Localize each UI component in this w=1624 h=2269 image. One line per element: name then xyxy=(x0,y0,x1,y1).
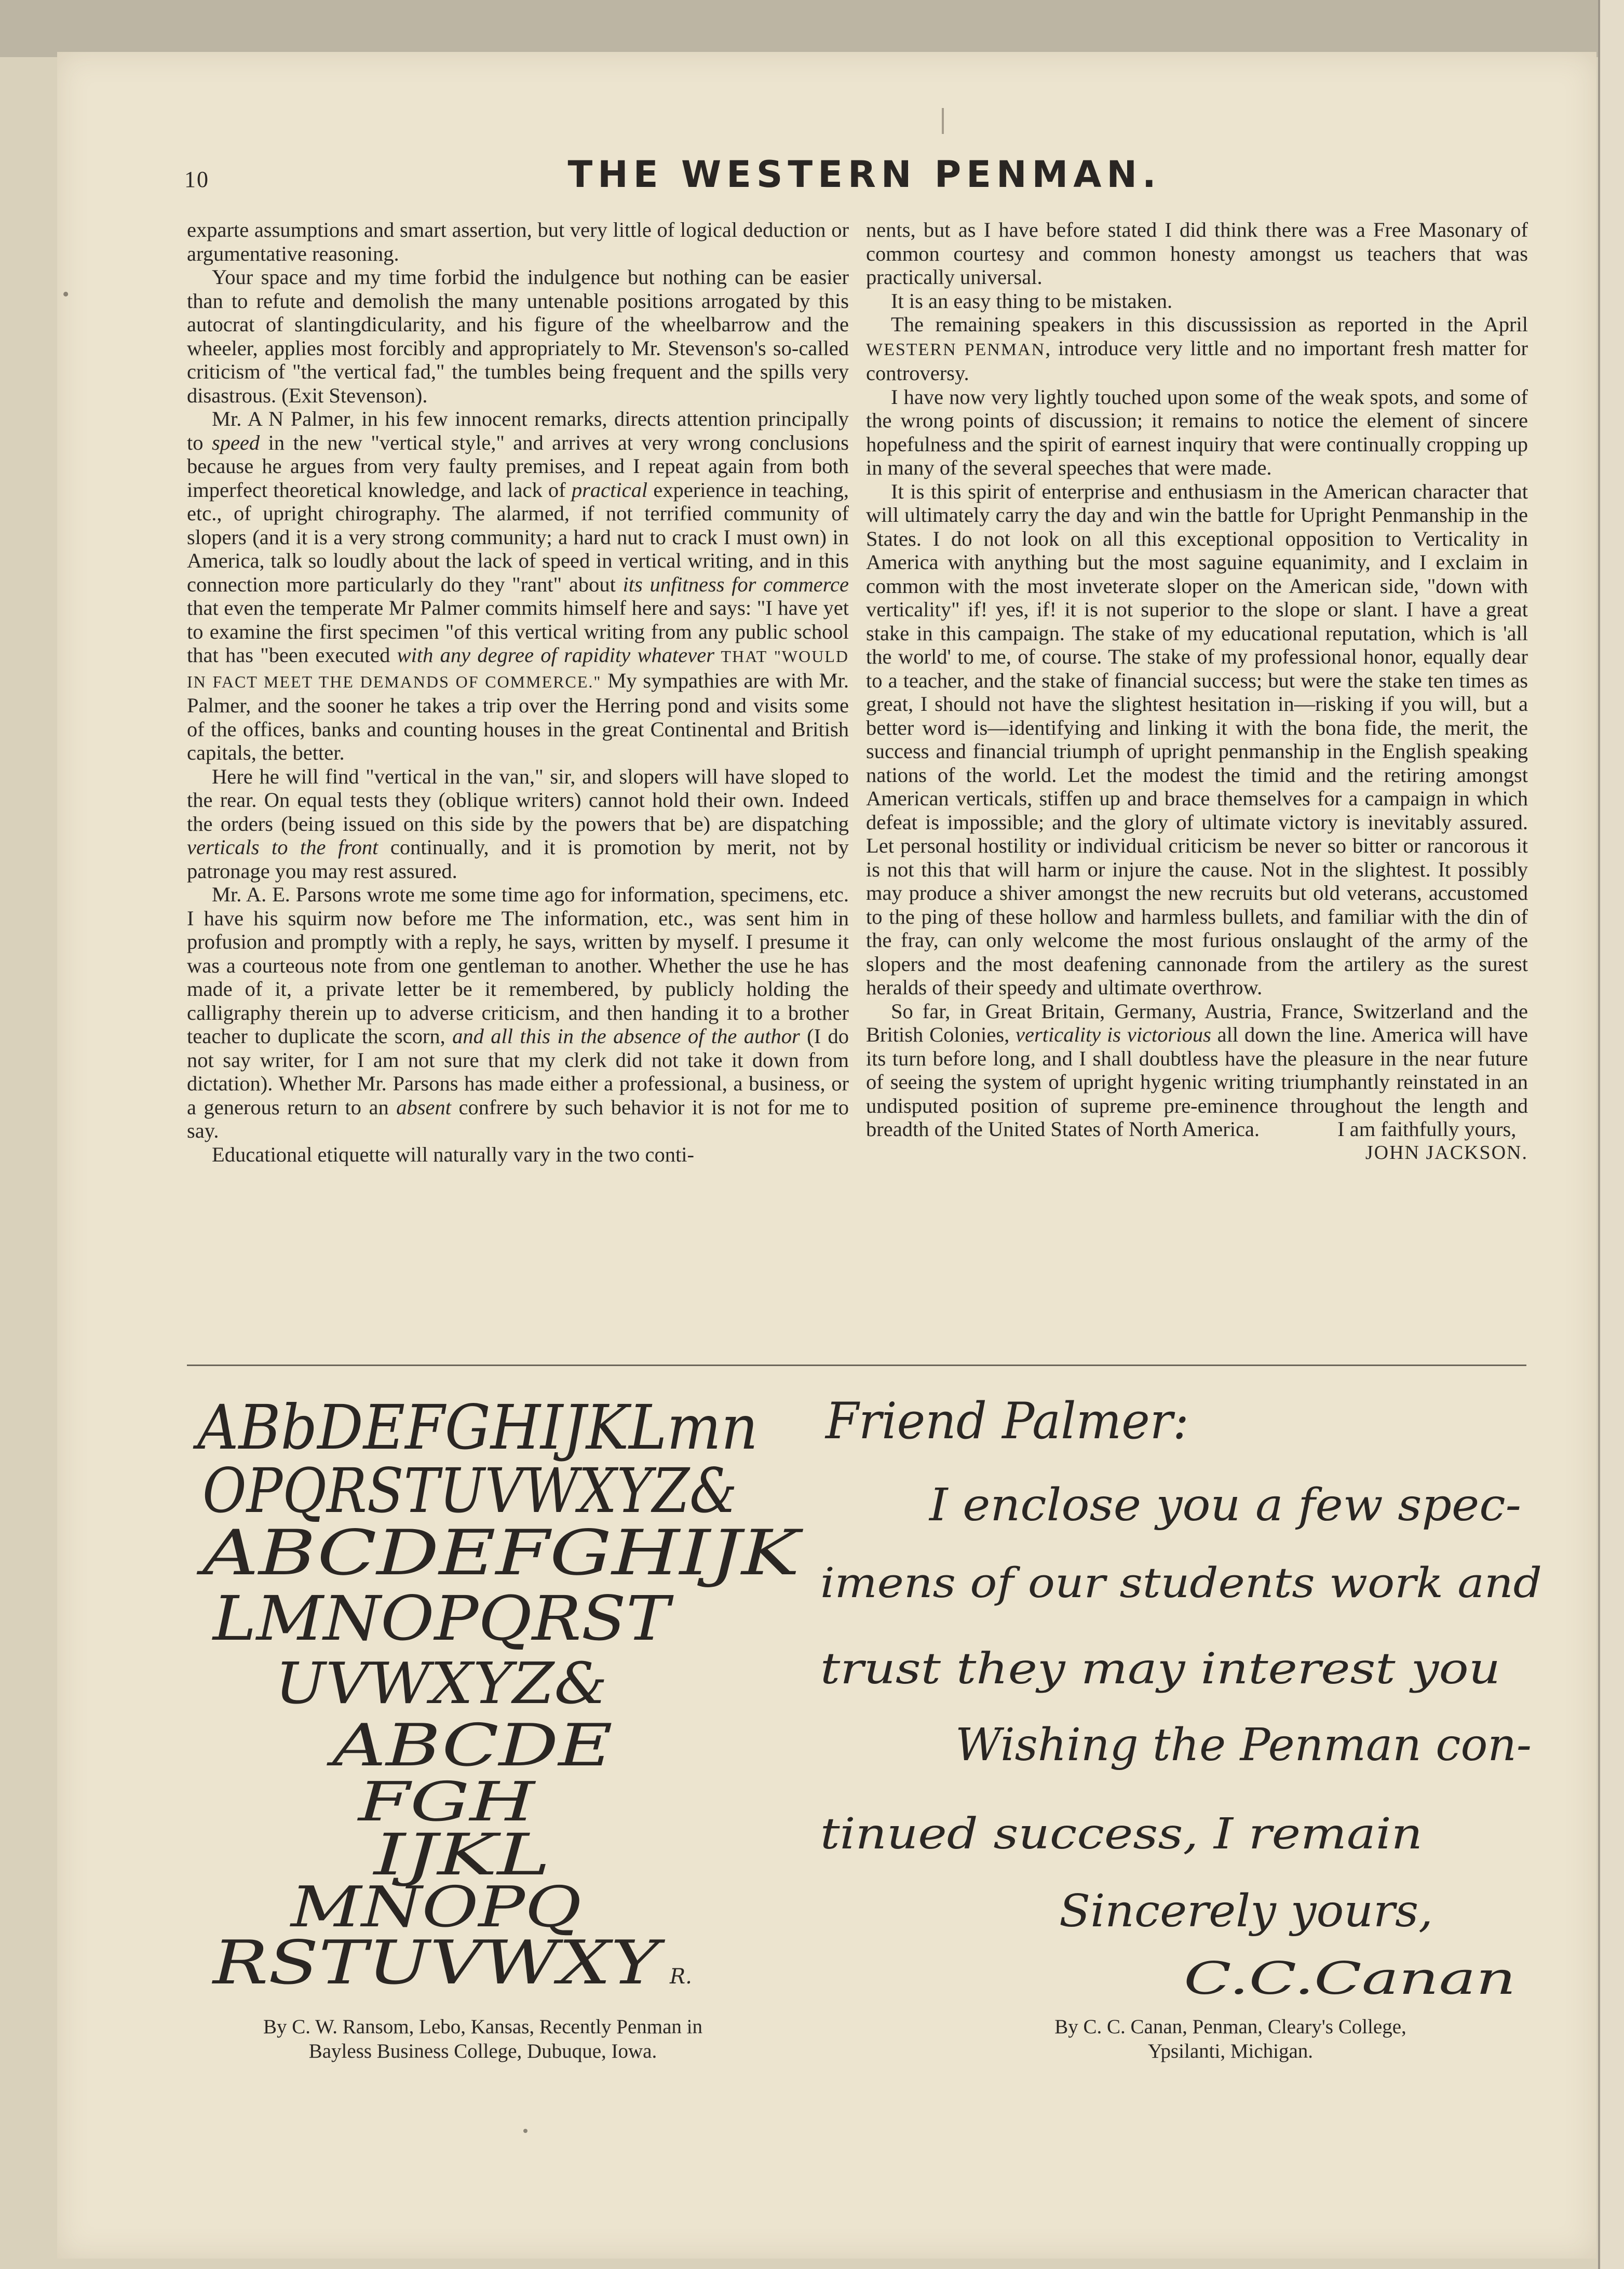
page-mark xyxy=(942,108,944,134)
specimen-row: FGH xyxy=(357,1770,537,1833)
specimen-row: OPQRSTUVWXYZ& xyxy=(202,1455,737,1527)
italic-text: practical xyxy=(571,478,648,502)
text-run: that even the temperate Mr Palmer commits himself here and says: "I have yet to examine the first specimen "of this vertical writing from any public school that has "been executed xyxy=(187,596,849,667)
right-column xyxy=(866,218,1528,1165)
italic-text: its unfitness for commerce xyxy=(622,572,849,596)
letter-line: trust they may interest you xyxy=(820,1644,1500,1694)
ink-spot: • xyxy=(62,283,70,305)
caption-line: By C. C. Canan, Penman, Cleary's College, xyxy=(1054,2016,1406,2038)
text-run: continually, and it is promotion by merit, not by patronage you may rest assured. xyxy=(187,835,849,883)
small-caps-text: THAT "WOULD IN FACT MEET THE DEMANDS OF COMMERCE." xyxy=(187,647,849,691)
specimen-row: ABCDE xyxy=(326,1712,613,1779)
specimen-row: UVWXYZ& xyxy=(275,1650,607,1717)
paragraph: Educational etiquette will naturally vary in the two conti- xyxy=(212,1142,694,1166)
text-run: in the new "vertical style," and arrives at very wrong conclusions because he argues from very faulty premises, and I repeat again from both imperfect theoretical knowledge, and lack of xyxy=(187,430,849,502)
author-signature: JOHN JACKSON. xyxy=(1365,1141,1528,1164)
paragraph xyxy=(187,883,849,1143)
scan-top-edge xyxy=(0,0,1624,57)
italic-text: with any degree of rapidity whatever xyxy=(397,643,714,667)
paragraph xyxy=(187,765,849,883)
italic-text: and all this in the absence of the author xyxy=(452,1024,800,1048)
text-run: My sympathies are with Mr. Palmer, and the sooner he takes a trip over the Herring pond and visits some of the offices, banks and counting houses in the great Continental and British capitals, the better. xyxy=(187,668,849,764)
page-number: 10 xyxy=(184,167,209,192)
specimen-row: LMNOPQRST xyxy=(211,1583,674,1654)
text-run: all down the line. America will have its turn before long, and I shall doubtless have the pleasure in the near future of seeing the system of upright hygenic writing triumphantly reinstated in an undisputed position of supreme pre-eminence throughout the length and breadth of the United States of North America. xyxy=(866,1023,1528,1141)
text-run: So far, in Great Britain, Germany, Austria, France, Switzerland and the British Colonies, xyxy=(866,999,1528,1046)
text-run: (I do not say writer, for I am not sure that my clerk did not take it down from dictation). Whether Mr. Parsons has made either a professional, a business, or a generous return to an xyxy=(187,1024,849,1119)
letter-line: Wishing the Penman con- xyxy=(955,1719,1532,1771)
letter-line: imens of our students work and xyxy=(820,1559,1542,1607)
text-run: experience in teaching, etc., of upright chirography. The alarmed, if not terrified community of slopers (and it is a very strong community; a hard nut to crack I must own) in America, talk so loudly about the lack of speed in vertical writing, and in this connection more particularly do they "rant" about xyxy=(187,478,849,596)
text-run: Here he will find "vertical in the van," sir, and slopers will have sloped to the rear. On equal tests they (oblique writers) cannot hold their own. Indeed the orders (being issued on this side by the powers that be) are dispatching xyxy=(187,764,849,835)
paragraph xyxy=(187,407,849,765)
text-run: Mr. A N Palmer, in his few innocent remarks, directs attention principally to xyxy=(187,407,849,454)
specimen-row: ABbDEFGHIJKLmn xyxy=(193,1392,758,1463)
caption-line: By C. W. Ransom, Lebo, Kansas, Recently Penman in xyxy=(263,2016,702,2038)
letter-line: Sincerely yours, xyxy=(1059,1885,1433,1937)
caption-line: Ypsilanti, Michigan. xyxy=(1147,2040,1314,2062)
handwritten-letter-specimen xyxy=(810,1376,1547,2015)
text-run: confrere by such behavior it is not for me to say. xyxy=(187,1095,849,1142)
letter-line: Friend Palmer: xyxy=(824,1392,1189,1450)
letter-line: I enclose you a few spec- xyxy=(928,1479,1521,1531)
paragraph: exparte assumptions and smart assertion, but very little of logical deduction or argumentative reasoning. xyxy=(187,218,849,265)
text-run: Mr. A. E. Parsons wrote me some time ago for information, specimens, etc. I have his squirm now before me The information, etc., was sent him in profusion and promptly with a reply, he says, written by myself. I presume it was a courteous note from one gentleman to another. Whether the use he has made of it, a private letter be it remembered, by publicly holding the calligraphy therein up to adverse criticism, and then handing it to a brother teacher to duplicate the scorn, xyxy=(187,883,849,1048)
italic-text: speed xyxy=(211,430,260,454)
text-run: The remaining speakers in this discussission as reported in the April xyxy=(891,313,1528,336)
paragraph: I have now very lightly touched upon some of the weak spots, and some of the wrong points of discussion; it remains to notice the element of sincere hopefulness and the spirit of earnest inquiry that were continually cropping up in many of the several speeches that were made. xyxy=(866,385,1528,479)
italic-text: absent xyxy=(396,1095,451,1119)
penman-mark: R. xyxy=(670,1965,692,1989)
specimen-row: RSTUVWXY xyxy=(211,1928,666,1994)
paragraph xyxy=(866,313,1528,385)
facing-page-edge xyxy=(1598,0,1624,2269)
paragraph: Your space and my time forbid the indulgence but nothing can be easier than to refute and demolish the many untenable positions arrogated by this autocrat of slantingdicularity, and his figure of the wheelbarrow and the wheeler, applies most forcibly and appropriately to Mr. Stevenson's so-called criticism of "the vertical fad," the tumbles being frequent and the spills very disastrous. (Exit Stevenson). xyxy=(187,265,849,407)
penman-signature: C.C.Canan xyxy=(1184,1953,1516,2005)
specimen-row: MNOPQ xyxy=(289,1875,581,1940)
paragraph: It is an easy thing to be mistaken. xyxy=(891,289,1173,313)
italic-text: verticals to the front xyxy=(187,835,378,859)
masthead-title: THE WESTERN PENMAN. xyxy=(567,153,1161,196)
paragraph xyxy=(866,999,1528,1164)
text-run: , introduce very little and no important fresh matter for controversy. xyxy=(866,336,1528,385)
left-column xyxy=(187,218,849,1166)
paragraph: nents, but as I have before stated I did think there was a Free Masonary of common courtesy and common honesty amongst us teachers that was practically universal. xyxy=(866,218,1528,289)
small-caps-text: WESTERN PENMAN xyxy=(866,340,1046,359)
closing: I am faithfully yours, xyxy=(1337,1117,1517,1141)
caption-line: Bayless Business College, Dubuque, Iowa. xyxy=(308,2040,657,2062)
right-specimen-caption xyxy=(919,2015,1542,2063)
paragraph: It is this spirit of enterprise and enthusiasm in the American character that will ultimately carry the day and win the battle for Upright Penmanship in the States. I do not look on all this exceptional opposition to Verticality in America with anything but the most saguine equanimity, and I exclaim in common with the most inveterate sloper on the American side, "down with verticality" if! yes, if! it is not superior to the slope or slant. I have a great stake in this campaign. The stake of my educational reputation, which is 'all the world' to me, of course. The stake of my professional honor, equally dear to a teacher, and the stake of financial success; but were the stake ten times as great, I should not have the slightest hesitation in—risking if you will, but a better word is—identifying and linking it with the bona fide, the merit, the success and financial triumph of upright penmanship in the English speaking nations of the world. Let the modest the timid and the retiring amongst American verticals, stiffen up and brace themselves for a campaign in which defeat is impossible; and the glory of ultimate victory is inevitably assured. Let personal hostility or individual criticism be never so bitter or rancorous it is not this that will harm or injure the cause. Not in the slightest. It possibly may produce a shiver amongst the new recruits but old veterans, accustomed to the ping of these hollow and harmless bullets, and familiar with the din of the fray, can only welcome the most furious onslaught of the army of the slopers and the most deafening cannonade from the artilery as the surest heralds of their speedy and ultimate overthrow. xyxy=(866,479,1528,999)
italic-text: verticality is victorious xyxy=(1016,1023,1211,1046)
specimen-row: ABCDEFGHIJK xyxy=(196,1517,804,1589)
ink-dot xyxy=(523,2129,527,2133)
section-rule xyxy=(187,1365,1526,1366)
capital-alphabet-specimen xyxy=(187,1392,815,1994)
left-specimen-caption xyxy=(171,2015,794,2063)
specimen-row: IJKL xyxy=(372,1821,550,1888)
letter-line: tinued success, I remain xyxy=(820,1809,1423,1859)
